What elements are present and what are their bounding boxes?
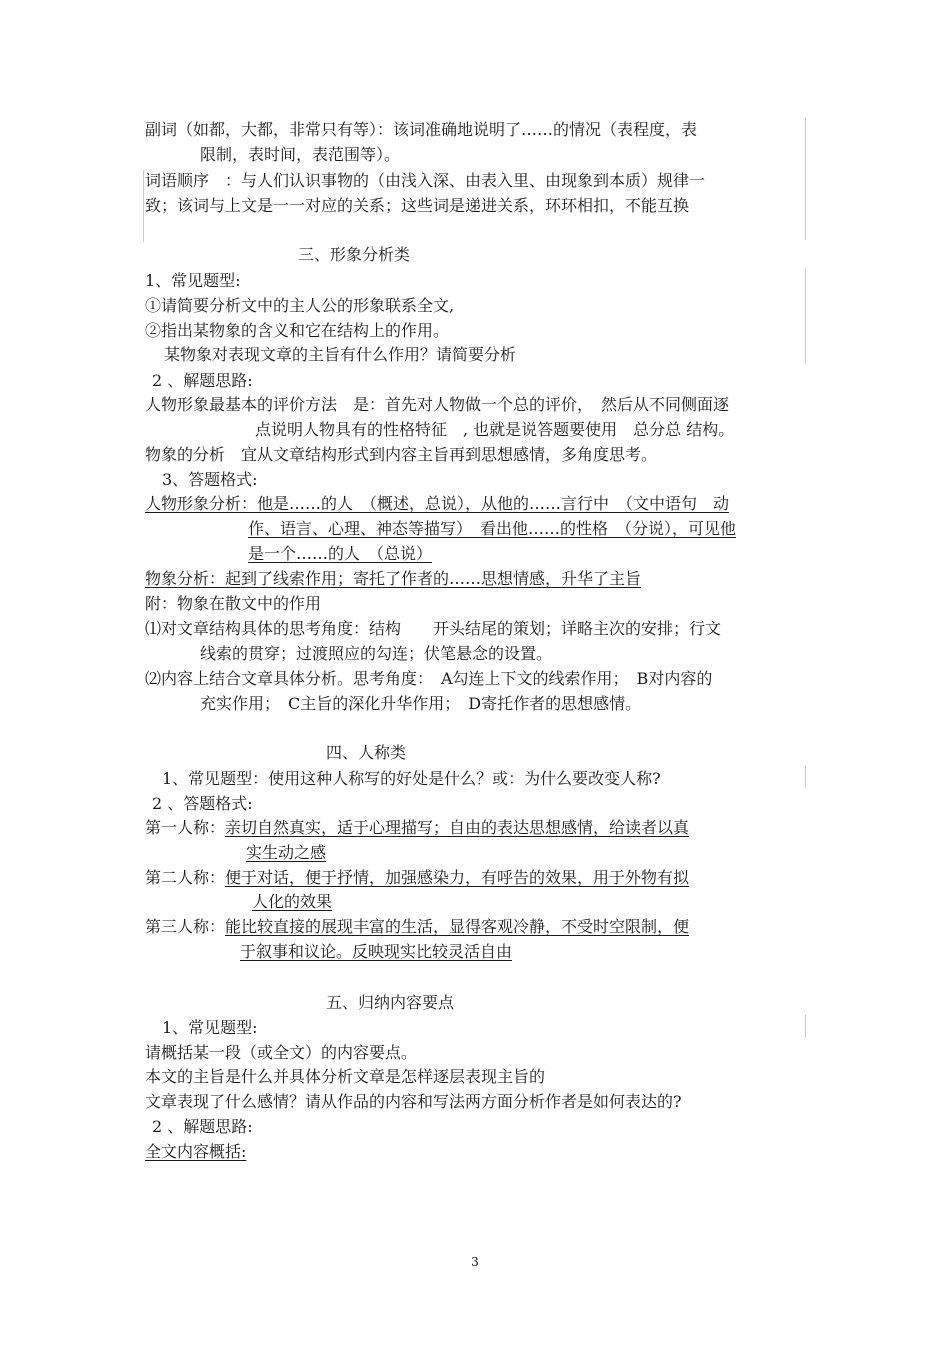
text-line: ⑴对文章结构具体的思考角度：结构 开头结尾的策划；详略主次的安排；行文 bbox=[145, 619, 722, 638]
label: 第一人称： bbox=[145, 818, 226, 837]
text-line: 3、答题格式: bbox=[162, 470, 258, 489]
border-line bbox=[805, 118, 806, 240]
text-line: 充实作用； C主旨的深化升华作用； D寄托作者的思想感情。 bbox=[200, 694, 642, 713]
page-number: 3 bbox=[471, 1255, 479, 1269]
text-line: 1、常见题型：使用这种人称写的好处是什么？或：为什么要改变人称? bbox=[162, 769, 661, 788]
section-heading: 四、人称类 bbox=[326, 743, 407, 762]
text-line: 某物象对表现文章的主旨有什么作用？请简要分析 bbox=[164, 345, 517, 364]
text-line: 物象分析：起到了线索作用；寄托了作者的……思想情感，升华了主旨 bbox=[145, 569, 642, 588]
text-line: 2 、解题思路: bbox=[152, 1117, 253, 1136]
text-line: 文章表现了什么感情？请从作品的内容和写法两方面分析作者是如何表达的? bbox=[145, 1092, 682, 1111]
text-line: 线索的贯穿；过渡照应的勾连；伏笔悬念的设置。 bbox=[200, 644, 553, 663]
text-line: 作、语言、心理、神态等描写） 看出他……的性格 （分说），可见他 bbox=[248, 519, 737, 538]
text-line: 人物形象最基本的评价方法 是：首先对人物做一个总的评价， 然后从不同侧面逐 bbox=[145, 395, 730, 414]
text-line: 本文的主旨是什么并具体分析文章是怎样逐层表现主旨的 bbox=[145, 1067, 546, 1086]
text-line: 全文内容概括: bbox=[145, 1142, 247, 1161]
text-line: 点说明人物具有的性格特征 , 也就是说答题要使用 总分总 结构。 bbox=[255, 420, 735, 439]
text-line: 2 、答题格式: bbox=[152, 794, 253, 813]
text-line bbox=[145, 916, 689, 938]
text-line: 于叙事和议论。反映现实比较灵活自由 bbox=[240, 942, 513, 961]
section-heading: 五、归纳内容要点 bbox=[326, 993, 455, 1012]
text-line: 限制，表时间，表范围等）。 bbox=[200, 145, 401, 164]
content: 能比较直接的展现丰富的生活，显得客观冷静，不受时空限制，便 bbox=[225, 917, 690, 936]
text-line: 1、常见题型: bbox=[162, 1018, 258, 1037]
text-line: 2 、解题思路: bbox=[152, 371, 253, 390]
text-line: 1、常见题型: bbox=[145, 271, 241, 290]
content: 便于对话，便于抒情，加强感染力，有呼告的效果，用于外物有拟 bbox=[225, 868, 690, 887]
border-line bbox=[805, 766, 806, 788]
text-line: 副词（如都，大都，非常只有等）：该词准确地说明了……的情况（表程度，表 bbox=[145, 120, 698, 139]
text-line: ②指出某物象的含义和它在结构上的作用。 bbox=[145, 321, 450, 340]
text-line: 请概括某一段（或全文）的内容要点。 bbox=[145, 1043, 418, 1062]
text-line: 是一个……的人 （总说） bbox=[248, 544, 433, 563]
text-line bbox=[145, 867, 689, 889]
text-line bbox=[145, 817, 689, 839]
border-line bbox=[805, 1015, 806, 1037]
label: 第二人称： bbox=[145, 868, 226, 887]
section-heading: 三、形象分析类 bbox=[298, 245, 411, 264]
text-line: 词语顺序 ：与人们认识事物的（由浅入深、由表入里、由现象到本质）规律一 bbox=[145, 171, 706, 190]
text-line: 致；该词与上文是一一对应的关系；这些词是递进关系，环环相扣，不能互换 bbox=[145, 196, 690, 215]
label: 第三人称： bbox=[145, 917, 226, 936]
text-line: 人化的效果 bbox=[252, 892, 333, 911]
text-line: ⑵内容上结合文章具体分析。思考角度： A勾连上下文的线索作用； B对内容的 bbox=[145, 669, 713, 688]
text-line: 人物形象分析：他是……的人 （概述，总说），从他的……言行中 （文中语句 动 bbox=[145, 494, 730, 513]
text-line: 物象的分析 宜从文章结构形式到内容主旨再到思想感情，多角度思考。 bbox=[145, 445, 658, 464]
content: 亲切自然真实，适于心理描写；自由的表达思想感情，给读者以真 bbox=[225, 818, 690, 837]
text-line: 实生动之感 bbox=[246, 843, 327, 862]
border-line bbox=[143, 170, 144, 242]
text-line: 附：物象在散文中的作用 bbox=[145, 594, 322, 613]
border-line bbox=[805, 268, 806, 364]
text-line: ①请简要分析文中的主人公的形象联系全文, bbox=[145, 296, 455, 315]
